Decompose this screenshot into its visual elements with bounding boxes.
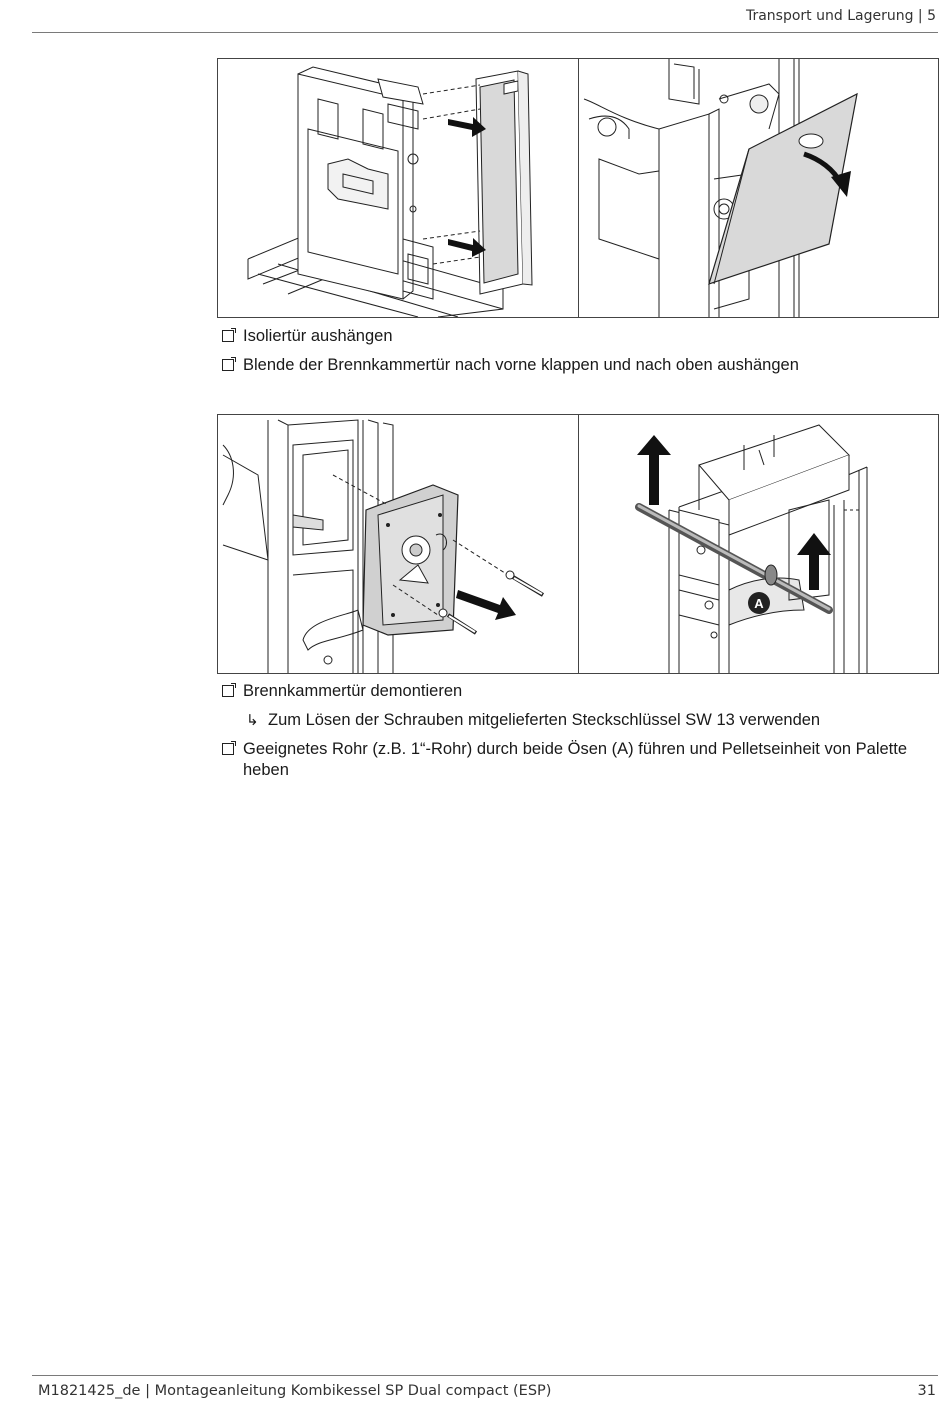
checkbox-icon xyxy=(222,685,234,697)
arrow-right-icon xyxy=(456,590,516,620)
instruction-list-1 xyxy=(222,326,932,384)
step-result xyxy=(222,710,932,731)
figure-panel-fold-cover xyxy=(578,59,938,317)
step-text: Isoliertür aushängen xyxy=(243,327,393,345)
figure-panel-lift-pellet-unit xyxy=(578,415,938,673)
result-arrow-icon: ↳ xyxy=(246,712,259,729)
step-lift-pellet-unit xyxy=(222,739,932,781)
step-text: Brennkammertür demontieren xyxy=(243,682,463,700)
step-remove-insulation-door xyxy=(222,326,932,347)
step-fold-cover xyxy=(222,355,932,376)
page-footer xyxy=(32,1375,938,1402)
panel-cover-icon xyxy=(579,59,938,317)
step-remove-combustion-door xyxy=(222,681,932,702)
chapter-title: Transport und Lagerung | 5 xyxy=(745,8,936,24)
figure-panel-remove-insulation-door xyxy=(218,59,577,317)
pellet-unit-icon xyxy=(579,415,938,673)
checkbox-icon xyxy=(222,743,234,755)
insulation-door-icon xyxy=(476,71,532,294)
page-header xyxy=(32,0,938,33)
page-number: 31 xyxy=(917,1383,936,1399)
combustion-door-icon xyxy=(218,415,577,673)
instruction-list-2 xyxy=(222,681,932,789)
label-a: A xyxy=(754,596,764,611)
boiler-icon xyxy=(218,59,577,317)
step-text: Geeignetes Rohr (z.B. 1“-Rohr) durch beide Ösen (A) führen und Pelletseinheit von Palette heben xyxy=(243,740,908,779)
document-title: M1821425_de | Montageanleitung Kombikessel SP Dual compact (ESP) xyxy=(38,1383,552,1399)
checkbox-icon xyxy=(222,330,234,342)
figure-combustion-door xyxy=(217,414,939,674)
step-text: Blende der Brennkammertür nach vorne klappen und nach oben aushängen xyxy=(243,356,799,374)
result-text: Zum Lösen der Schrauben mitgelieferten Steckschlüssel SW 13 verwenden xyxy=(268,711,821,729)
figure-isolation-door xyxy=(217,58,939,318)
checkbox-icon xyxy=(222,359,234,371)
figure-panel-remove-combustion-door xyxy=(218,415,577,673)
